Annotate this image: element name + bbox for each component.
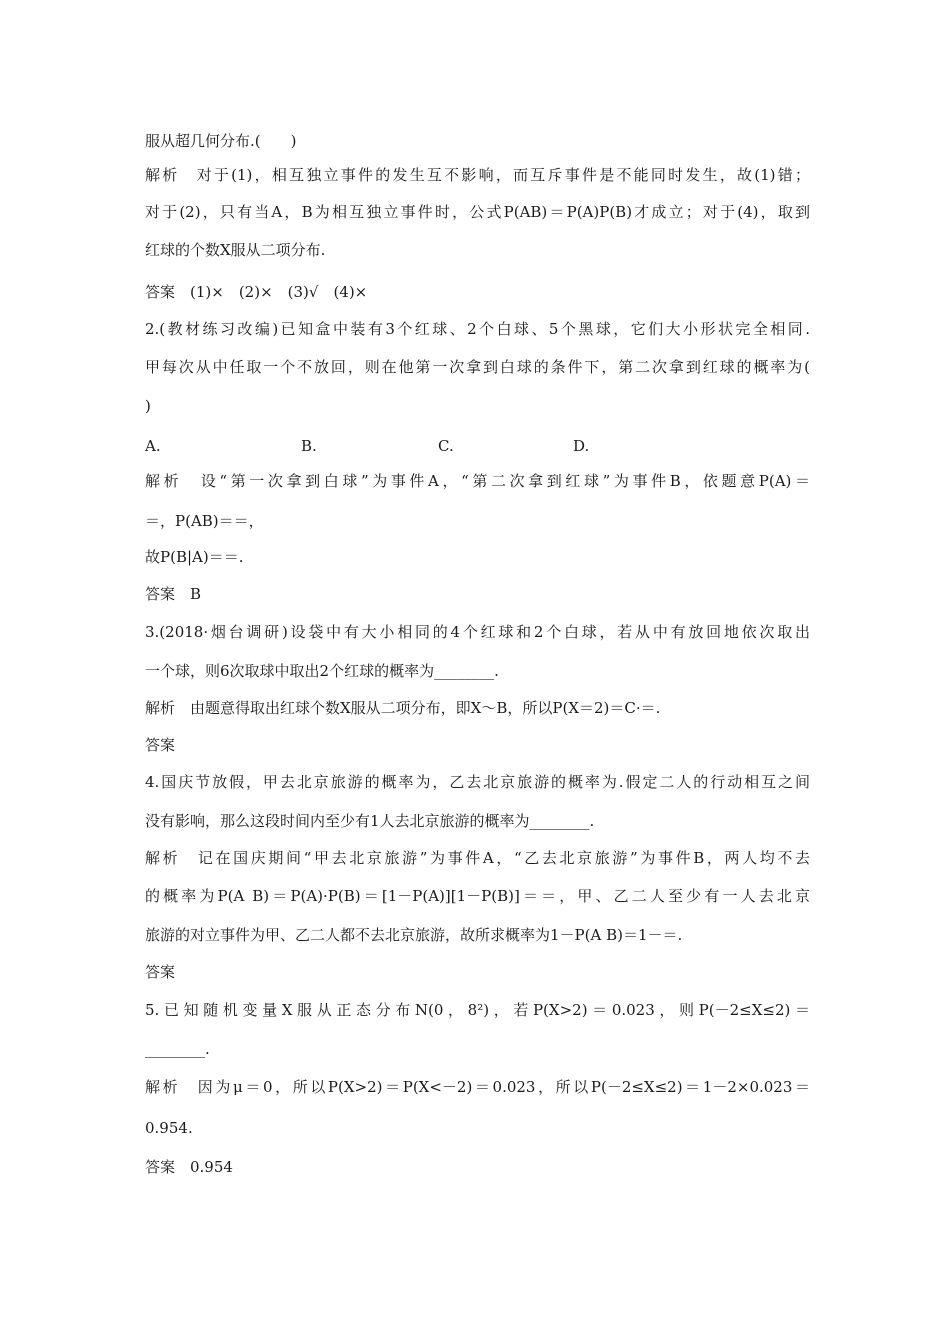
text-line: 解析 因为μ＝0，所以P(X>2)＝P(X<－2)＝0.023，所以P(－2≤X≤2)＝1－2×0.023＝ [145, 1078, 810, 1096]
text-line: 答案 (1)× (2)× (3)√ (4)× [145, 283, 368, 301]
choice-option: D. [573, 437, 590, 455]
text-line: 答案 [145, 963, 176, 981]
text-line: ) [145, 397, 151, 415]
text-line: 3.(2018·烟台调研)设袋中有大小相同的4个红球和2个白球，若从中有放回地依次取出 [145, 623, 810, 641]
text-line: ＝，P(AB)＝＝， [145, 512, 264, 530]
choice-option: C. [438, 437, 454, 455]
text-line: 旅游的对立事件为甲、乙二人都不去北京旅游，故所求概率为1－P(A B)＝1－＝. [145, 926, 683, 944]
text-line: 的概率为P(A B)＝P(A)·P(B)＝[1－P(A)][1－P(B)]＝＝，甲、乙二人至少有一人去北京 [145, 887, 810, 905]
text-line: 一个球，则6次取球中取出2个红球的概率为________. [145, 662, 499, 680]
text-line: 2.(教材练习改编)已知盒中装有3个红球、2个白球、5个黑球，它们大小形状完全相同. [145, 320, 810, 338]
text-line: 解析 记在国庆期间“甲去北京旅游”为事件A，“乙去北京旅游”为事件B，两人均不去 [145, 849, 810, 867]
text-line: 4.国庆节放假，甲去北京旅游的概率为，乙去北京旅游的概率为.假定二人的行动相互之间 [145, 773, 810, 791]
text-line: 红球的个数X服从二项分布. [145, 241, 326, 259]
text-line: 答案 B [145, 585, 202, 603]
text-line: 答案 [145, 736, 176, 754]
text-line: 解析 对于(1)，相互独立事件的发生互不影响，而互斥事件是不能同时发生，故(1)错； [145, 166, 810, 184]
choice-option: A. [145, 437, 161, 455]
text-line: 故P(B|A)＝＝. [145, 548, 244, 566]
text-line: ________. [145, 1040, 210, 1058]
text-line: 解析 设“第一次拿到白球”为事件A，“第二次拿到红球”为事件B，依题意P(A)＝ [145, 472, 810, 490]
text-line: 没有影响，那么这段时间内至少有1人去北京旅游的概率为________. [145, 812, 595, 830]
text-line: 0.954. [145, 1119, 193, 1137]
text-line: 答案 0.954 [145, 1158, 233, 1176]
text-line: 解析 由题意得取出红球个数X服从二项分布，即X～B，所以P(X＝2)＝C·＝. [145, 699, 661, 717]
text-line: 对于(2)，只有当A，B为相互独立事件时，公式P(AB)＝P(A)P(B)才成立；对于(4)，取到 [145, 203, 810, 221]
text-line: 服从超几何分布.( ) [145, 132, 297, 150]
text-line: 甲每次从中任取一个不放回，则在他第一次拿到白球的条件下，第二次拿到红球的概率为( [145, 358, 810, 376]
text-line: 5.已知随机变量X服从正态分布N(0，8²)，若P(X>2)＝0.023，则P(－2≤X≤2)＝ [145, 1001, 810, 1019]
choice-option: B. [301, 437, 317, 455]
